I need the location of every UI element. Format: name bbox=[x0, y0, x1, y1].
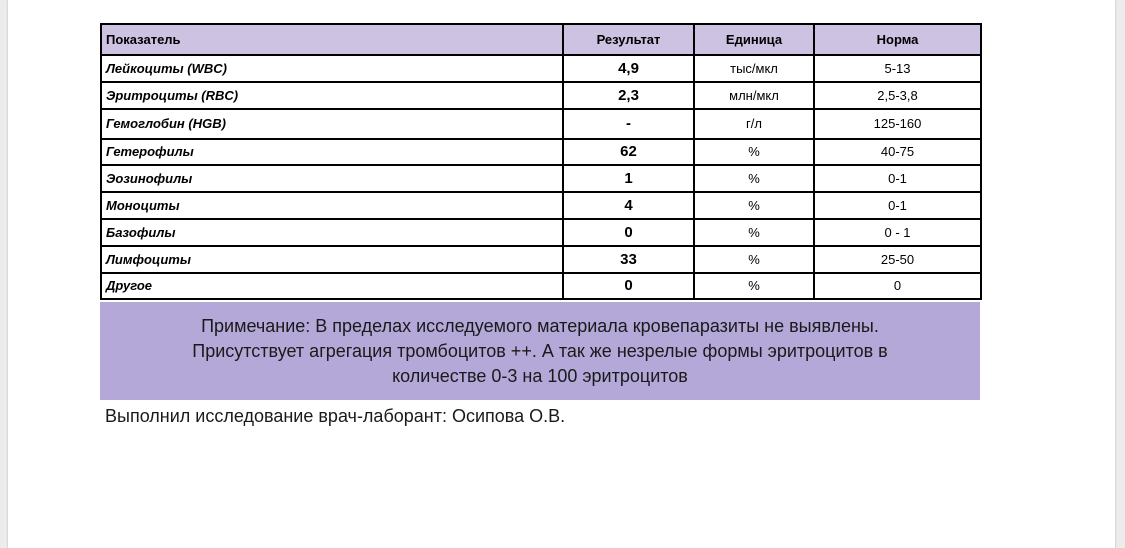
row-norm: 2,5-3,8 bbox=[814, 82, 981, 109]
note-line: количестве 0-3 на 100 эритроцитов bbox=[392, 365, 688, 386]
row-norm: 0-1 bbox=[814, 165, 981, 192]
row-norm: 125-160 bbox=[814, 109, 981, 139]
table-header-row bbox=[101, 24, 981, 55]
note-line: Примечание: В пределах исследуемого материала кровепаразиты не выявлены. bbox=[201, 315, 879, 336]
row-name: Гемоглобин (HGB) bbox=[101, 109, 563, 139]
row-result: 33 bbox=[563, 246, 694, 273]
row-norm: 25-50 bbox=[814, 246, 981, 273]
row-name: Эозинофилы bbox=[101, 165, 563, 192]
row-name: Другое bbox=[101, 273, 563, 300]
table-row bbox=[101, 273, 981, 300]
row-unit: г/л bbox=[694, 109, 814, 139]
row-unit: % bbox=[694, 273, 814, 300]
row-unit: % bbox=[694, 139, 814, 166]
row-result: 4 bbox=[563, 192, 694, 219]
header-indicator: Показатель bbox=[101, 24, 563, 55]
table-row bbox=[101, 192, 981, 219]
document-page bbox=[8, 0, 1115, 548]
row-norm: 5-13 bbox=[814, 55, 981, 82]
row-unit: тыс/мкл bbox=[694, 55, 814, 82]
row-norm: 0 - 1 bbox=[814, 219, 981, 246]
table-row bbox=[101, 82, 981, 109]
header-unit: Единица bbox=[694, 24, 814, 55]
row-result: 2,3 bbox=[563, 82, 694, 109]
row-norm: 0 bbox=[814, 273, 981, 300]
row-result: - bbox=[563, 109, 694, 139]
note-line: Присутствует агрегация тромбоцитов ++. А так же незрелые формы эритроцитов в bbox=[192, 340, 888, 361]
row-norm: 0-1 bbox=[814, 192, 981, 219]
results-table bbox=[100, 23, 982, 300]
table-row bbox=[101, 246, 981, 273]
row-unit: % bbox=[694, 246, 814, 273]
row-result: 0 bbox=[563, 219, 694, 246]
row-norm: 40-75 bbox=[814, 139, 981, 166]
table-row bbox=[101, 165, 981, 192]
header-norm: Норма bbox=[814, 24, 981, 55]
row-name: Гетерофилы bbox=[101, 139, 563, 166]
row-name: Базофилы bbox=[101, 219, 563, 246]
row-result: 62 bbox=[563, 139, 694, 166]
table-row bbox=[101, 219, 981, 246]
row-unit: % bbox=[694, 192, 814, 219]
note-box bbox=[100, 302, 980, 400]
row-name: Эритроциты (RBC) bbox=[101, 82, 563, 109]
table-row bbox=[101, 109, 981, 139]
row-result: 4,9 bbox=[563, 55, 694, 82]
row-result: 0 bbox=[563, 273, 694, 300]
row-unit: % bbox=[694, 165, 814, 192]
performer-signature-line: Выполнил исследование врач-лаборант: Осипова О.В. bbox=[105, 406, 566, 426]
header-result: Результат bbox=[563, 24, 694, 55]
row-result: 1 bbox=[563, 165, 694, 192]
row-unit: млн/мкл bbox=[694, 82, 814, 109]
row-name: Моноциты bbox=[101, 192, 563, 219]
row-name: Лейкоциты (WBC) bbox=[101, 55, 563, 82]
table-row bbox=[101, 139, 981, 166]
row-unit: % bbox=[694, 219, 814, 246]
row-name: Лимфоциты bbox=[101, 246, 563, 273]
table-row bbox=[101, 55, 981, 82]
